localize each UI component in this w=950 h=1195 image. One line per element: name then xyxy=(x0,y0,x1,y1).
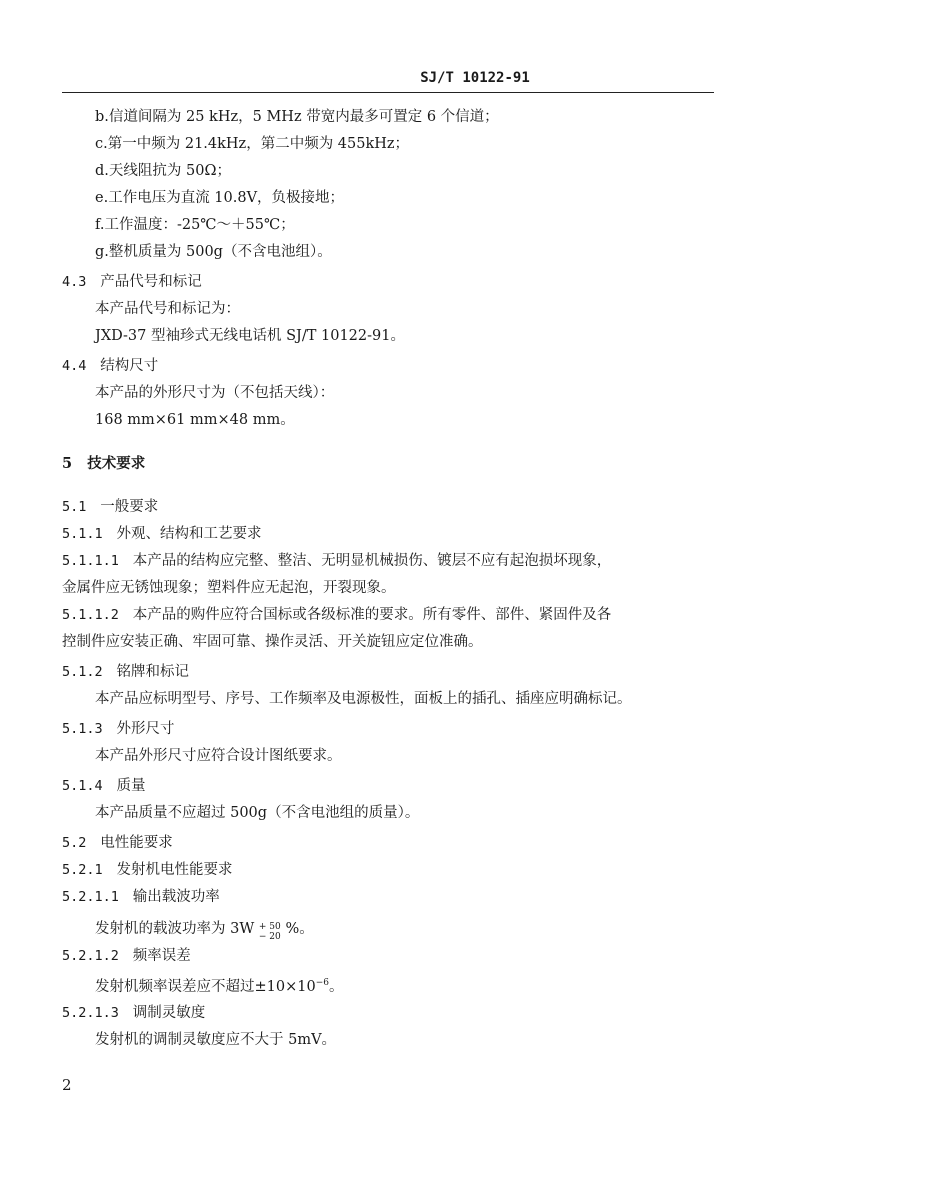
section-number: 5.2 xyxy=(62,835,87,851)
page-header-doc-code: SJ/T 10122-91 xyxy=(420,70,530,86)
section-number: 5.2.1 xyxy=(62,862,103,878)
paragraph: 本产品的结构应完整、整洁、无明显机械损伤、镀层不应有起泡损坏现象， xyxy=(132,553,612,569)
tolerance-minus: − 20 xyxy=(258,932,281,942)
page-number: 2 xyxy=(62,1076,72,1094)
section-title: 外观、结构和工艺要求 xyxy=(116,526,262,542)
paragraph: JXD-37 型袖珍式无线电话机 SJ/T 10122-91。 xyxy=(95,328,405,344)
section-5-1-1-1-line1 xyxy=(62,551,611,571)
section-5-2-1-heading xyxy=(62,860,232,880)
section-title: 电性能要求 xyxy=(100,835,173,851)
section-title: 一般要求 xyxy=(100,499,159,515)
list-item-d: d.天线阻抗为 50Ω； xyxy=(95,163,231,179)
section-title: 调制灵敏度 xyxy=(132,1005,206,1021)
section-number: 5.1.1.2 xyxy=(62,607,119,623)
section-5-2-1-3-heading xyxy=(62,1003,205,1023)
section-number: 5.1.3 xyxy=(62,721,103,737)
section-number: 5.2.1.3 xyxy=(62,1005,119,1021)
tolerance-plus: + 50 xyxy=(258,922,281,932)
section-5-1-2-heading xyxy=(62,662,189,682)
header-rule xyxy=(62,92,714,93)
section-title: 频率误差 xyxy=(132,948,191,964)
section-5-1-1-2-line1 xyxy=(62,605,611,625)
paragraph: 金属件应无锈蚀现象；塑料件应无起泡，开裂现象。 xyxy=(62,580,396,596)
section-5-2-1-2-heading xyxy=(62,946,191,966)
list-item-g: g.整机质量为 500g（不含电池组）。 xyxy=(95,244,332,260)
section-number: 5.1 xyxy=(62,499,87,515)
section-5-2-heading xyxy=(62,833,173,853)
section-number: 5.2.1.2 xyxy=(62,948,119,964)
section-5-2-1-1-heading xyxy=(62,887,220,907)
section-title: 结构尺寸 xyxy=(100,358,159,374)
section-5-1-heading xyxy=(62,497,158,517)
section-number: 5.1.2 xyxy=(62,664,103,680)
paragraph: 本产品代号和标记为： xyxy=(95,301,240,317)
paragraph: 本产品的外形尺寸为（不包括天线）： xyxy=(95,385,335,401)
section-4-4-heading xyxy=(62,356,158,376)
section-number: 5.1.1 xyxy=(62,526,103,542)
section-title: 产品代号和标记 xyxy=(100,274,202,290)
section-number: 5 xyxy=(62,455,73,472)
paragraph: 控制件应安装正确、牢固可靠、操作灵活、开关旋钮应定位准确。 xyxy=(62,634,483,650)
list-item-f: f.工作温度：-25℃～＋55℃； xyxy=(95,217,295,233)
text: 发射机频率误差应不超过±10×10 xyxy=(95,979,316,995)
section-title: 输出载波功率 xyxy=(132,889,220,905)
section-title: 技术要求 xyxy=(87,455,146,472)
section-title: 质量 xyxy=(116,778,146,794)
paragraph: 168 mm×61 mm×48 mm。 xyxy=(95,412,295,428)
paragraph-frequency-error xyxy=(95,973,343,997)
section-title: 发射机电性能要求 xyxy=(116,862,233,878)
exponent: −6 xyxy=(315,978,329,988)
section-number: 4.3 xyxy=(62,274,87,290)
section-number: 5.1.4 xyxy=(62,778,103,794)
text: 。 xyxy=(328,979,344,995)
paragraph: 本产品外形尺寸应符合设计图纸要求。 xyxy=(95,748,342,764)
paragraph-carrier-power xyxy=(95,919,314,942)
section-number: 5.1.1.1 xyxy=(62,553,119,569)
paragraph: 本产品质量不应超过 500g（不含电池组的质量）。 xyxy=(95,805,420,821)
section-4-3-heading xyxy=(62,272,202,292)
paragraph: 本产品应标明型号、序号、工作频率及电源极性，面板上的插孔、插座应明确标记。 xyxy=(95,691,632,707)
list-item-e: e.工作电压为直流 10.8V，负极接地； xyxy=(95,190,345,206)
section-title: 外形尺寸 xyxy=(116,721,175,737)
section-number: 5.2.1.1 xyxy=(62,889,119,905)
section-5-1-1-heading xyxy=(62,524,261,544)
section-number: 4.4 xyxy=(62,358,87,374)
text: %。 xyxy=(280,921,314,937)
list-item-b: b.信道间隔为 25 kHz，5 MHz 带宽内最多可置定 6 个信道； xyxy=(95,109,499,125)
paragraph: 本产品的购件应符合国标或各级标准的要求。所有零件、部件、紧固件及各 xyxy=(132,607,612,623)
list-item-c: c.第一中频为 21.4kHz，第二中频为 455kHz； xyxy=(95,136,410,152)
section-5-1-4-heading xyxy=(62,776,145,796)
text: 发射机的载波功率为 3W xyxy=(95,921,255,937)
section-5-heading xyxy=(62,454,145,474)
section-5-1-3-heading xyxy=(62,719,174,739)
tolerance xyxy=(258,919,281,942)
paragraph: 发射机的调制灵敏度应不大于 5mV。 xyxy=(95,1032,337,1048)
section-title: 铭牌和标记 xyxy=(116,664,189,680)
